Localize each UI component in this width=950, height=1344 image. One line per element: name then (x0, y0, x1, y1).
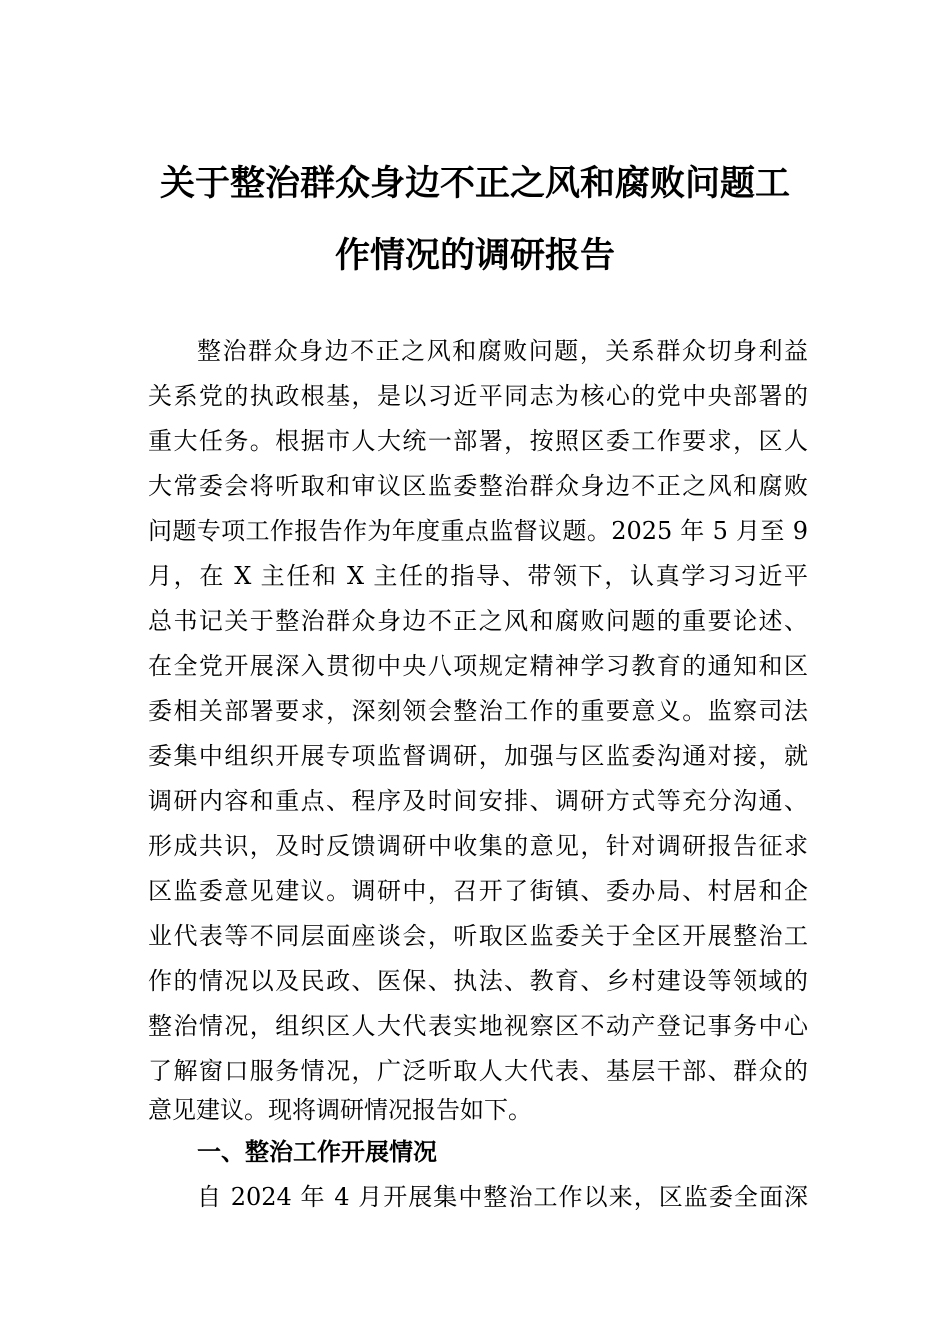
paragraph-2-line-1: 自 2024 年 4 月开展集中整治工作以来，区监委全面深 (197, 1183, 808, 1211)
paragraph-1-line-15: 作的情况以及民政、医保、执法、教育、乡村建设等领域的 (148, 967, 808, 995)
paragraph-1-line-18: 意见建议。现将调研情况报告如下。 (148, 1096, 532, 1124)
paragraph-1-line-12: 形成共识，及时反馈调研中收集的意见，针对调研报告征求 (148, 832, 808, 860)
section-1-heading: 一、整治工作开展情况 (197, 1138, 437, 1166)
paragraph-1-line-4: 大常委会将听取和审议区监委整治群众身边不正之风和腐败 (148, 472, 808, 500)
paragraph-1-line-17: 了解窗口服务情况，广泛听取人大代表、基层干部、群众的 (148, 1057, 808, 1085)
paragraph-1-line-16: 整治情况，组织区人大代表实地视察区不动产登记事务中心 (148, 1012, 808, 1040)
paragraph-1-line-10: 委集中组织开展专项监督调研，加强与区监委沟通对接，就 (148, 742, 808, 770)
paragraph-1-line-6: 月，在 X 主任和 X 主任的指导、带领下，认真学习习近平 (148, 562, 808, 590)
paragraph-1-line-13: 区监委意见建议。调研中，召开了街镇、委办局、村居和企 (148, 877, 808, 905)
paragraph-1-line-8: 在全党开展深入贯彻中央八项规定精神学习教育的通知和区 (148, 652, 808, 680)
document-title-line-2: 作情况的调研报告 (334, 235, 615, 276)
document-title-line-1: 关于整治群众身边不正之风和腐败问题工 (159, 163, 790, 204)
paragraph-1-line-2: 关系党的执政根基，是以习近平同志为核心的党中央部署的 (148, 382, 808, 410)
paragraph-1-line-1: 整治群众身边不正之风和腐败问题，关系群众切身利益 (197, 337, 808, 365)
paragraph-1-line-9: 委相关部署要求，深刻领会整治工作的重要意义。监察司法 (148, 697, 808, 725)
paragraph-1-line-5: 问题专项工作报告作为年度重点监督议题。2025 年 5 月至 9 (148, 517, 808, 545)
paragraph-1-line-3: 重大任务。根据市人大统一部署，按照区委工作要求，区人 (148, 427, 808, 455)
paragraph-1-line-14: 业代表等不同层面座谈会，听取区监委关于全区开展整治工 (148, 922, 808, 950)
paragraph-1-line-7: 总书记关于整治群众身边不正之风和腐败问题的重要论述、 (148, 607, 808, 635)
paragraph-1-line-11: 调研内容和重点、程序及时间安排、调研方式等充分沟通、 (148, 787, 808, 815)
